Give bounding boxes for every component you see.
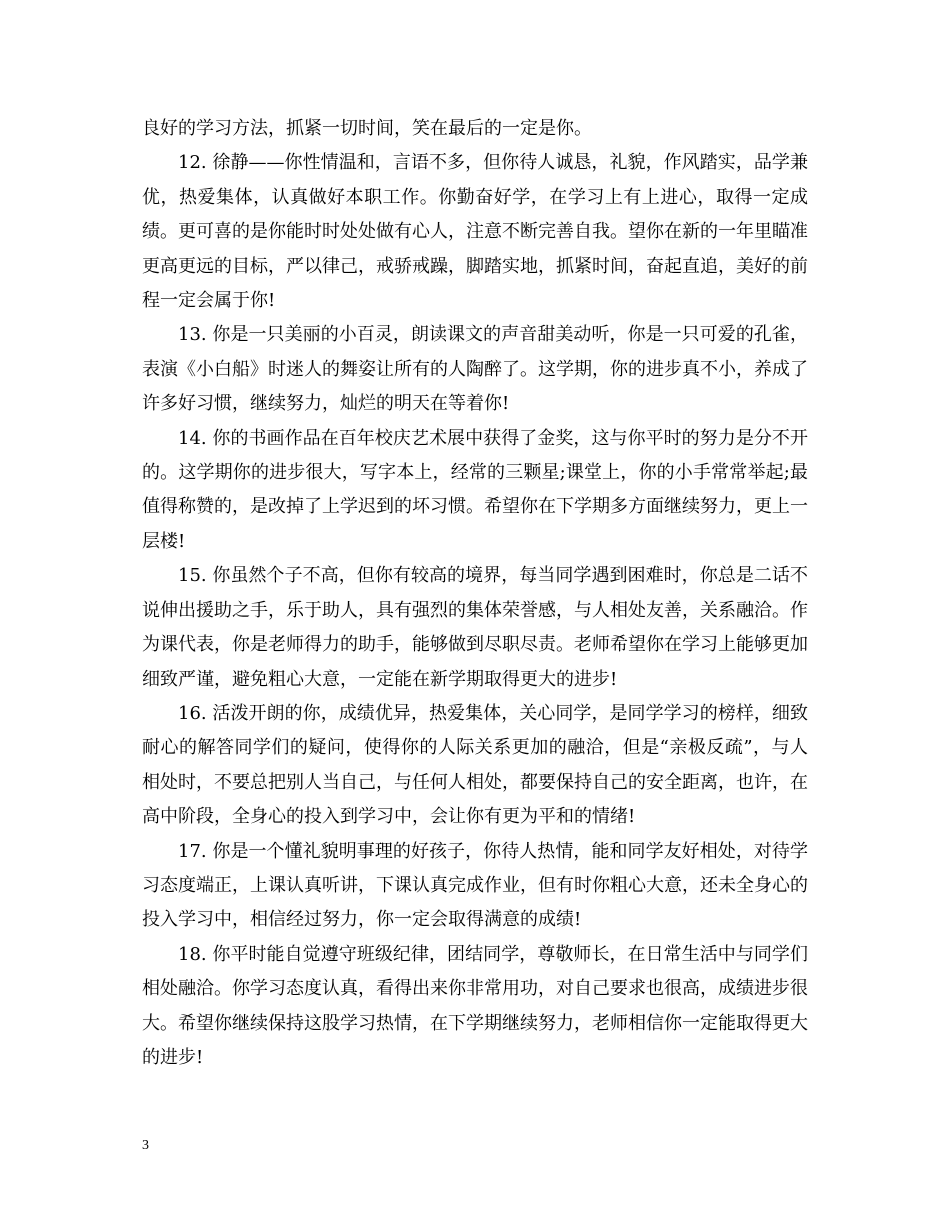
document-body: [142, 112, 808, 1075]
paragraph-15: 15. 你虽然个子不高，但你有较高的境界，每当同学遇到困难时，你总是二话不说伸出援助之手，乐于助人，具有强烈的集体荣誉感，与人相处友善，关系融洽。作为课代表，你是老师得力的助手，能够做到尽职尽责。老师希望你在学习上能够更加细致严谨，避免粗心大意，一定能在新学期取得更大的进步!: [142, 565, 808, 690]
paragraph-14: 14. 你的书画作品在百年校庆艺术展中获得了金奖，这与你平时的努力是分不开的。这学期你的进步很大，写字本上，经常的三颗星;课堂上，你的小手常常举起;最值得称赞的，是改掉了上学迟到的坏习惯。希望你在下学期多方面继续努力，更上一层楼!: [142, 427, 808, 552]
paragraph-13: 13. 你是一只美丽的小百灵，朗读课文的声音甜美动听，你是一只可爱的孔雀，表演《小白船》时迷人的舞姿让所有的人陶醉了。这学期，你的进步真不小，养成了许多好习惯，继续努力，灿烂的明天在等着你!: [142, 324, 808, 415]
paragraph-continuation: 良好的学习方法，抓紧一切时间，笑在最后的一定是你。: [142, 118, 592, 139]
paragraph-12: 12. 徐静——你性情温和，言语不多，但你待人诚恳，礼貌，作风踏实，品学兼优，热爱集体，认真做好本职工作。你勤奋好学，在学习上有上进心，取得一定成绩。更可喜的是你能时时处处做有心人，注意不断完善自我。望你在新的一年里瞄准更高更远的目标，严以律己，戒骄戒躁，脚踏实地，抓紧时间，奋起直追，美好的前程一定会属于你!: [142, 152, 808, 312]
paragraph-17: 17. 你是一个懂礼貌明事理的好孩子，你待人热情，能和同学友好相处，对待学习态度端正，上课认真听讲，下课认真完成作业，但有时你粗心大意，还未全身心的投入学习中，相信经过努力，你一定会取得满意的成绩!: [142, 840, 808, 931]
paragraph-16: 16. 活泼开朗的你，成绩优异，热爱集体，关心同学，是同学学习的榜样，细致耐心的解答同学们的疑问，使得你的人际关系更加的融洽，但是“亲极反疏”，与人相处时，不要总把别人当自己，与任何人相处，都要保持自己的安全距离，也许，在高中阶段，全身心的投入到学习中，会让你有更为平和的情绪!: [142, 702, 808, 828]
paragraph-18: 18. 你平时能自觉遵守班级纪律，团结同学，尊敬师长，在日常生活中与同学们相处融洽。你学习态度认真，看得出来你非常用功，对自己要求也很高，成绩进步很大。希望你继续保持这股学习热情，在下学期继续努力，老师相信你一定能取得更大的进步!: [142, 943, 808, 1068]
page-number: 3: [142, 1138, 149, 1153]
